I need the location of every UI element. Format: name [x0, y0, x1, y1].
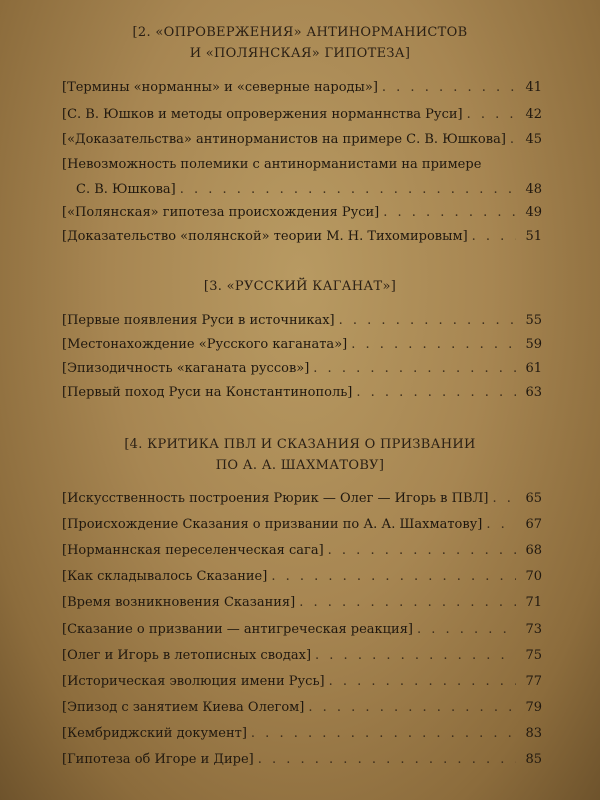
toc-entry-page: 75	[525, 648, 542, 663]
toc-entry-page: 55	[525, 313, 542, 328]
toc-entry-title: [Доказательство «полянской» теории М. Н. Тихомировым]	[62, 229, 468, 244]
toc-entry-title: [Первые появления Руси в источниках]	[62, 313, 335, 328]
toc-entry[interactable]	[62, 540, 542, 561]
leader-dots	[486, 514, 516, 535]
toc-entry[interactable]	[62, 310, 542, 331]
toc-entry-page: 59	[525, 337, 542, 352]
leader-dots	[417, 619, 516, 640]
toc-entry-page: 48	[525, 182, 542, 197]
section-heading	[0, 276, 600, 297]
leader-dots	[382, 77, 516, 98]
toc-entry-title: [«Полянская» гипотеза происхождения Руси]	[62, 205, 380, 220]
toc-entry[interactable]	[62, 619, 542, 640]
toc-entry[interactable]	[62, 592, 542, 613]
toc-entry[interactable]	[62, 382, 542, 403]
toc-entry-title: [Норманнская переселенческая сага]	[62, 543, 324, 558]
toc-entry-page: 65	[525, 491, 542, 506]
toc-entry[interactable]	[62, 129, 542, 150]
toc-entry-page: 70	[525, 569, 542, 584]
toc-entry-page: 73	[525, 622, 542, 637]
section-2	[0, 22, 600, 64]
toc-entry-title: [Как складывалось Сказание]	[62, 569, 268, 584]
toc-entry[interactable]	[62, 723, 542, 744]
leader-dots	[299, 592, 516, 613]
section-heading-line: [4. КРИТИКА ПВЛ И СКАЗАНИЯ О ПРИЗВАНИИ	[124, 437, 476, 452]
leader-dots	[328, 540, 516, 561]
toc-entry-page: 79	[525, 700, 542, 715]
toc-entry-title-continued: С. В. Юшкова]	[76, 182, 176, 197]
toc-entry-page: 51	[525, 229, 542, 244]
section-3	[0, 276, 600, 297]
toc-entry-title: [С. В. Юшков и методы опровержения норманнства Руси]	[62, 107, 463, 122]
toc-entry-title: [Кембриджский документ]	[62, 726, 247, 741]
toc-entry-title: [Эпизодичность «каганата руссов»]	[62, 361, 310, 376]
toc-entry-page: 68	[525, 543, 542, 558]
toc-entry[interactable]	[62, 671, 542, 692]
section-heading	[0, 434, 600, 476]
leader-dots	[329, 671, 516, 692]
leader-dots	[351, 334, 516, 355]
toc-entry-page: 45	[525, 132, 542, 147]
toc-entry-title: [Термины «норманны» и «северные народы»]	[62, 80, 378, 95]
leader-dots	[271, 566, 516, 587]
leader-dots	[492, 488, 516, 509]
toc-entry[interactable]	[62, 358, 542, 379]
section-heading-line: [2. «ОПРОВЕРЖЕНИЯ» АНТИНОРМАНИСТОВ	[132, 25, 468, 40]
toc-entry[interactable]	[62, 226, 542, 247]
toc-entry-title: [Олег и Игорь в летописных сводах]	[62, 648, 312, 663]
toc-entry[interactable]	[62, 154, 542, 200]
toc-entry-page: 49	[525, 205, 542, 220]
leader-dots	[313, 358, 516, 379]
toc-entry-page: 42	[525, 107, 542, 122]
toc-entry[interactable]	[62, 514, 542, 535]
toc-entry-page: 61	[525, 361, 542, 376]
leader-dots	[258, 749, 516, 770]
toc-entry-page: 67	[525, 517, 542, 532]
toc-entry-title: [Невозможность полемики с антинорманистами на примере	[62, 157, 482, 172]
leader-dots	[339, 310, 516, 331]
toc-entry-title: [Искусственность построения Рюрик — Олег — Игорь в ПВЛ]	[62, 491, 489, 506]
toc-entry[interactable]	[62, 104, 542, 125]
leader-dots	[383, 202, 516, 223]
section-heading	[0, 22, 600, 64]
toc-entry-title: [Время возникновения Сказания]	[62, 595, 296, 610]
toc-entry-title: [«Доказательства» антинорманистов на примере С. В. Юшкова]	[62, 132, 506, 147]
toc-entry-page: 41	[525, 80, 542, 95]
toc-entry-title: [Сказание о призвании — антигреческая реакция]	[62, 622, 413, 637]
toc-entry-title: [Местонахождение «Русского каганата»]	[62, 337, 348, 352]
section-heading-line: И «ПОЛЯНСКАЯ» ГИПОТЕЗА]	[189, 46, 411, 61]
toc-entry[interactable]	[62, 202, 542, 223]
leader-dots	[180, 179, 516, 200]
section-4	[0, 434, 600, 476]
leader-dots	[467, 104, 516, 125]
toc-entry-page: 77	[525, 674, 542, 689]
leader-dots	[356, 382, 516, 403]
toc-entry-title: [Происхождение Сказания о призвании по А. А. Шахматову]	[62, 517, 483, 532]
toc-entry-page: 63	[525, 385, 542, 400]
leader-dots	[472, 226, 516, 247]
toc-entry-title: [Эпизод с занятием Киева Олегом]	[62, 700, 305, 715]
leader-dots	[510, 129, 516, 150]
leader-dots	[251, 723, 516, 744]
toc-entry[interactable]	[62, 566, 542, 587]
toc-entry[interactable]	[62, 645, 542, 666]
toc-entry-page: 71	[525, 595, 542, 610]
toc-entry[interactable]	[62, 334, 542, 355]
leader-dots	[315, 645, 516, 666]
toc-entry-page: 83	[525, 726, 542, 741]
toc-entry[interactable]	[62, 697, 542, 718]
leader-dots	[308, 697, 516, 718]
section-heading-line: ПО А. А. ШАХМАТОВУ]	[215, 458, 385, 473]
toc-entry[interactable]	[62, 77, 542, 98]
toc-entry[interactable]	[62, 488, 542, 509]
toc-entry-title: [Первый поход Руси на Константинополь]	[62, 385, 353, 400]
toc-entry-page: 85	[525, 752, 542, 767]
toc-entry[interactable]	[62, 749, 542, 770]
toc-entry-title: [Гипотеза об Игоре и Дире]	[62, 752, 254, 767]
section-heading-line: [3. «РУССКИЙ КАГАНАТ»]	[203, 279, 397, 294]
toc-entry-title: [Историческая эволюция имени Русь]	[62, 674, 325, 689]
